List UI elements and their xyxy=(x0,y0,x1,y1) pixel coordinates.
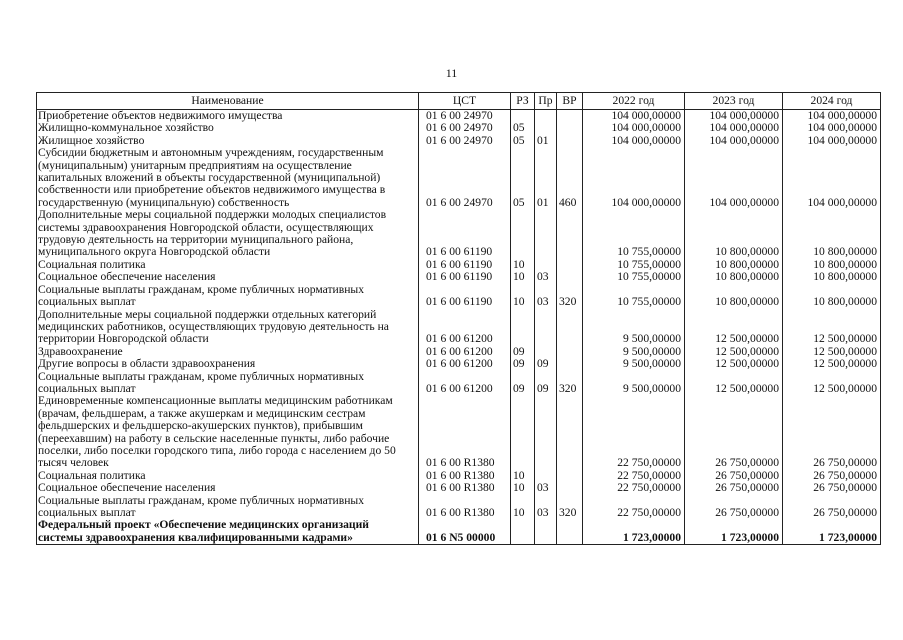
row-value-2024: 104 000,00000 xyxy=(783,147,881,209)
row-rz xyxy=(511,309,535,346)
row-value-2024: 104 000,00000 xyxy=(783,110,881,123)
row-name: Дополнительные меры социальной поддержки молодых специалистов системы здравоохранения Новгородской области, осуществляющих трудовую деятельность на территории муниципального района, муниципального округа Новгородской области xyxy=(37,209,419,259)
table-row xyxy=(37,147,881,209)
row-value-2023: 12 500,00000 xyxy=(685,371,783,396)
row-value-2023: 104 000,00000 xyxy=(685,147,783,209)
row-value-2022: 9 500,00000 xyxy=(583,346,685,358)
row-cst: 01 6 00 61190 xyxy=(419,209,511,259)
row-name: Социальная политика xyxy=(37,470,419,482)
row-vr: 320 xyxy=(557,284,583,309)
row-pr: 09 xyxy=(535,371,557,396)
table-row xyxy=(37,371,881,396)
row-pr xyxy=(535,309,557,346)
row-value-2022: 22 750,00000 xyxy=(583,395,685,469)
row-pr xyxy=(535,519,557,544)
row-name: Субсидии бюджетным и автономным учреждениям, государственным (муниципальным) унитарным предприятиям на осуществление капитальных вложений в объекты государственной (муниципальной) собственности или приобретение объектов недвижимого имущества в государственную (муниципальную) собственность xyxy=(37,147,419,209)
table-row xyxy=(37,309,881,346)
row-vr xyxy=(557,358,583,370)
row-rz: 10 xyxy=(511,470,535,482)
row-value-2024: 12 500,00000 xyxy=(783,371,881,396)
row-value-2023: 12 500,00000 xyxy=(685,309,783,346)
row-cst: 01 6 00 61190 xyxy=(419,259,511,271)
row-rz: 09 xyxy=(511,346,535,358)
row-pr xyxy=(535,395,557,469)
row-name: Другие вопросы в области здравоохранения xyxy=(37,358,419,370)
header-vr: ВР xyxy=(557,93,583,110)
row-pr: 03 xyxy=(535,271,557,283)
row-pr xyxy=(535,110,557,123)
row-value-2022: 104 000,00000 xyxy=(583,122,685,134)
header-2024: 2024 год xyxy=(783,93,881,110)
header-name: Наименование xyxy=(37,93,419,110)
row-value-2022: 9 500,00000 xyxy=(583,358,685,370)
table-row xyxy=(37,122,881,134)
row-vr xyxy=(557,470,583,482)
row-name: Социальная политика xyxy=(37,259,419,271)
row-value-2024: 26 750,00000 xyxy=(783,482,881,494)
row-vr xyxy=(557,519,583,544)
table-row xyxy=(37,271,881,283)
row-name: Жилищно-коммунальное хозяйство xyxy=(37,122,419,134)
row-vr xyxy=(557,209,583,259)
row-value-2023: 1 723,00000 xyxy=(685,519,783,544)
row-cst: 01 6 00 61200 xyxy=(419,371,511,396)
row-rz: 05 xyxy=(511,122,535,134)
row-value-2022: 10 755,00000 xyxy=(583,259,685,271)
row-name: Жилищное хозяйство xyxy=(37,135,419,147)
row-value-2023: 104 000,00000 xyxy=(685,122,783,134)
row-value-2024: 10 800,00000 xyxy=(783,259,881,271)
row-vr xyxy=(557,482,583,494)
row-value-2024: 104 000,00000 xyxy=(783,122,881,134)
row-cst: 01 6 00 24970 xyxy=(419,110,511,123)
row-value-2023: 12 500,00000 xyxy=(685,346,783,358)
row-cst: 01 6 00 R1380 xyxy=(419,470,511,482)
row-value-2023: 26 750,00000 xyxy=(685,470,783,482)
row-vr xyxy=(557,346,583,358)
row-vr xyxy=(557,395,583,469)
row-rz: 10 xyxy=(511,271,535,283)
row-rz: 05 xyxy=(511,147,535,209)
row-vr xyxy=(557,122,583,134)
row-value-2024: 10 800,00000 xyxy=(783,209,881,259)
row-pr: 03 xyxy=(535,495,557,520)
row-vr xyxy=(557,309,583,346)
row-cst: 01 6 00 24970 xyxy=(419,135,511,147)
row-value-2022: 22 750,00000 xyxy=(583,470,685,482)
row-value-2022: 10 755,00000 xyxy=(583,284,685,309)
row-value-2022: 104 000,00000 xyxy=(583,147,685,209)
row-cst: 01 6 00 R1380 xyxy=(419,495,511,520)
table-row xyxy=(37,209,881,259)
row-cst: 01 6 00 61200 xyxy=(419,358,511,370)
row-value-2023: 10 800,00000 xyxy=(685,209,783,259)
row-value-2024: 104 000,00000 xyxy=(783,135,881,147)
row-value-2022: 10 755,00000 xyxy=(583,271,685,283)
row-cst: 01 6 00 61190 xyxy=(419,284,511,309)
row-pr: 09 xyxy=(535,358,557,370)
row-vr xyxy=(557,110,583,123)
row-value-2024: 12 500,00000 xyxy=(783,346,881,358)
row-value-2024: 10 800,00000 xyxy=(783,284,881,309)
table-header xyxy=(37,93,881,110)
row-name: Дополнительные меры социальной поддержки отдельных категорий медицинских работников, осуществляющих трудовую деятельность на территории Новгородской области xyxy=(37,309,419,346)
table-body xyxy=(37,110,881,545)
row-vr xyxy=(557,271,583,283)
row-cst: 01 6 00 24970 xyxy=(419,122,511,134)
row-name: Социальные выплаты гражданам, кроме публичных нормативных социальных выплат xyxy=(37,495,419,520)
row-name: Социальное обеспечение населения xyxy=(37,482,419,494)
row-rz xyxy=(511,395,535,469)
row-value-2022: 9 500,00000 xyxy=(583,309,685,346)
page-number: 11 xyxy=(445,66,458,80)
row-pr: 03 xyxy=(535,482,557,494)
table-row xyxy=(37,519,881,544)
row-pr xyxy=(535,209,557,259)
row-vr xyxy=(557,259,583,271)
row-value-2023: 26 750,00000 xyxy=(685,395,783,469)
row-name: Социальное обеспечение населения xyxy=(37,271,419,283)
row-vr: 460 xyxy=(557,147,583,209)
row-name: Федеральный проект «Обеспечение медицинских организаций системы здравоохранения квалифицированными кадрами» xyxy=(37,519,419,544)
row-value-2024: 10 800,00000 xyxy=(783,271,881,283)
row-value-2023: 10 800,00000 xyxy=(685,259,783,271)
row-name: Единовременные компенсационные выплаты медицинским работникам (врачам, фельдшерам, а также акушеркам и медицинским сестрам фельдшерских и фельдшерско-акушерских пунктов), прибывшим (переехавшим) на работу в сельские населенные пункты, либо рабочие поселки, либо поселки городского типа, либо города с населением до 50 тысяч человек xyxy=(37,395,419,469)
row-cst: 01 6 N5 00000 xyxy=(419,519,511,544)
row-rz xyxy=(511,209,535,259)
row-cst: 01 6 00 61200 xyxy=(419,346,511,358)
row-vr xyxy=(557,135,583,147)
row-value-2023: 26 750,00000 xyxy=(685,482,783,494)
row-value-2023: 10 800,00000 xyxy=(685,284,783,309)
budget-table xyxy=(36,92,881,545)
row-value-2024: 26 750,00000 xyxy=(783,470,881,482)
header-2023: 2023 год xyxy=(685,93,783,110)
row-value-2024: 26 750,00000 xyxy=(783,495,881,520)
row-value-2022: 22 750,00000 xyxy=(583,495,685,520)
table-row xyxy=(37,395,881,469)
row-rz: 10 xyxy=(511,482,535,494)
row-cst: 01 6 00 61190 xyxy=(419,271,511,283)
row-pr: 03 xyxy=(535,284,557,309)
row-value-2022: 104 000,00000 xyxy=(583,135,685,147)
row-pr: 01 xyxy=(535,147,557,209)
row-value-2022: 1 723,00000 xyxy=(583,519,685,544)
row-pr xyxy=(535,122,557,134)
row-value-2023: 12 500,00000 xyxy=(685,358,783,370)
table-row xyxy=(37,495,881,520)
header-pr: Пр xyxy=(535,93,557,110)
row-value-2023: 104 000,00000 xyxy=(685,110,783,123)
table-row xyxy=(37,284,881,309)
row-value-2024: 12 500,00000 xyxy=(783,358,881,370)
row-rz: 10 xyxy=(511,259,535,271)
header-2022: 2022 год xyxy=(583,93,685,110)
row-name: Социальные выплаты гражданам, кроме публичных нормативных социальных выплат xyxy=(37,371,419,396)
row-value-2024: 12 500,00000 xyxy=(783,309,881,346)
row-value-2022: 9 500,00000 xyxy=(583,371,685,396)
row-value-2023: 10 800,00000 xyxy=(685,271,783,283)
row-value-2023: 104 000,00000 xyxy=(685,135,783,147)
table-row xyxy=(37,358,881,370)
row-name: Приобретение объектов недвижимого имущества xyxy=(37,110,419,123)
row-value-2022: 22 750,00000 xyxy=(583,482,685,494)
row-pr: 01 xyxy=(535,135,557,147)
table-row xyxy=(37,482,881,494)
row-name: Здравоохранение xyxy=(37,346,419,358)
row-cst: 01 6 00 24970 xyxy=(419,147,511,209)
row-name: Социальные выплаты гражданам, кроме публичных нормативных социальных выплат xyxy=(37,284,419,309)
row-value-2023: 26 750,00000 xyxy=(685,495,783,520)
row-rz xyxy=(511,519,535,544)
row-value-2022: 104 000,00000 xyxy=(583,110,685,123)
row-rz: 09 xyxy=(511,371,535,396)
row-rz: 05 xyxy=(511,135,535,147)
row-value-2024: 26 750,00000 xyxy=(783,395,881,469)
row-rz: 10 xyxy=(511,284,535,309)
row-vr: 320 xyxy=(557,371,583,396)
row-vr: 320 xyxy=(557,495,583,520)
row-rz: 10 xyxy=(511,495,535,520)
row-rz: 09 xyxy=(511,358,535,370)
row-value-2024: 1 723,00000 xyxy=(783,519,881,544)
row-cst: 01 6 00 R1380 xyxy=(419,482,511,494)
row-cst: 01 6 00 61200 xyxy=(419,309,511,346)
row-value-2022: 10 755,00000 xyxy=(583,209,685,259)
header-cst: ЦСТ xyxy=(419,93,511,110)
header-rz: РЗ xyxy=(511,93,535,110)
row-cst: 01 6 00 R1380 xyxy=(419,395,511,469)
